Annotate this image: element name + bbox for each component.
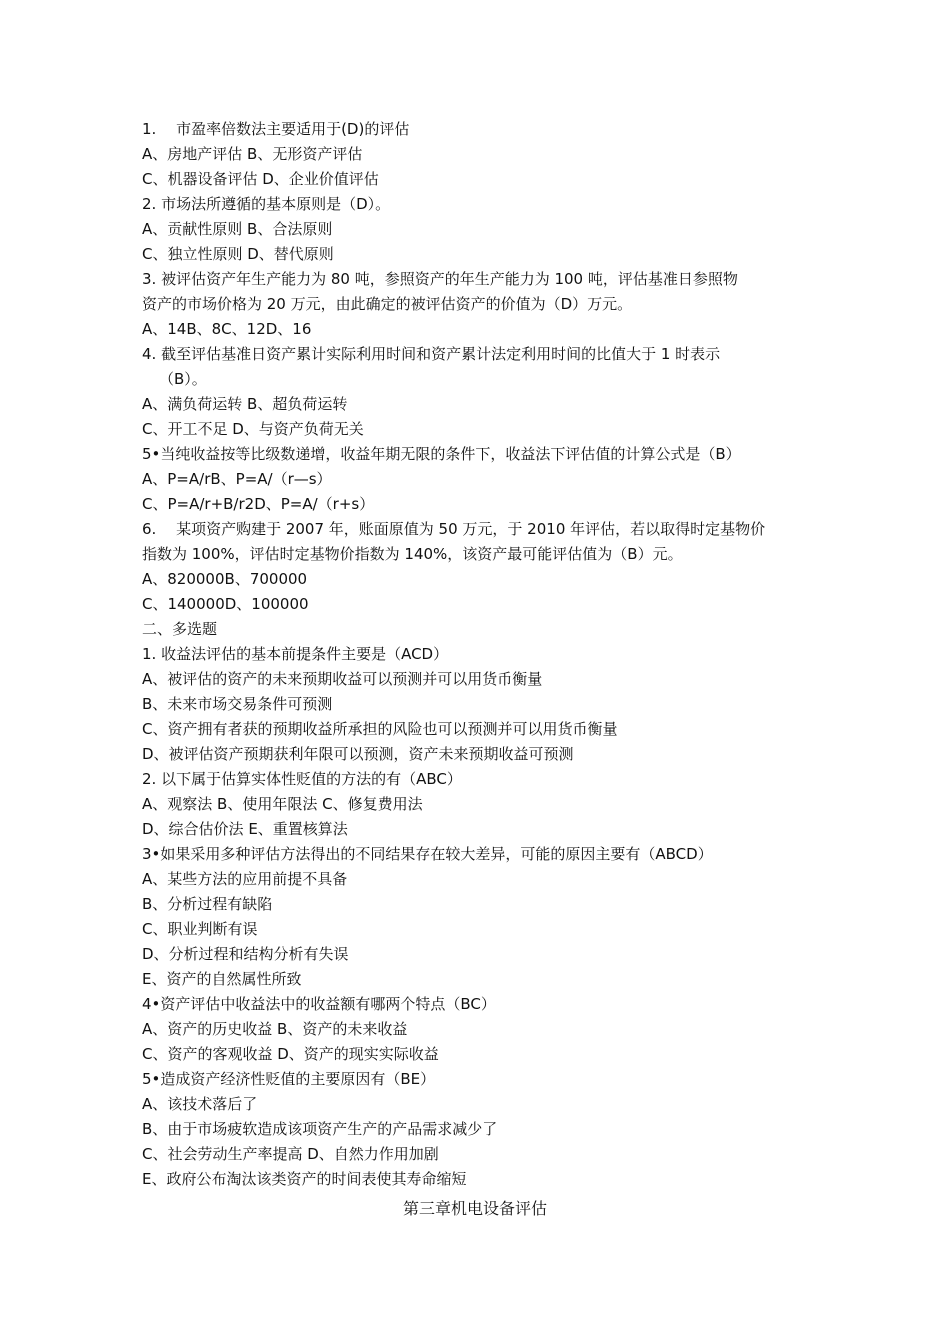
text-line: A、房地产评估 B、无形资产评估 — [142, 145, 363, 163]
text-line: C、独立性原则 D、替代原则 — [142, 245, 334, 263]
text-line: A、该技术落后了 — [142, 1095, 258, 1113]
text-line: A、资产的历史收益 B、资产的未来收益 — [142, 1020, 408, 1038]
text-line: A、观察法 B、使用年限法 C、修复费用法 — [142, 795, 423, 813]
text-line: 2. 市场法所遵循的基本原则是（D）。 — [142, 195, 391, 213]
text-line: 3. 被评估资产年生产能力为 80 吨，参照资产的年生产能力为 100 吨，评估基准日参照物 — [142, 270, 738, 288]
text-line: C、职业判断有误 — [142, 920, 258, 938]
text-line: A、P=A/rB、P=A/（r—s） — [142, 470, 332, 488]
text-line: C、P=A/r+B/r2D、P=A/（r+s） — [142, 495, 375, 513]
document-body — [142, 117, 822, 1192]
text-line: C、资产拥有者获的预期收益所承担的风险也可以预测并可以用货币衡量 — [142, 720, 618, 738]
text-line: 1. 收益法评估的基本前提条件主要是（ACD） — [142, 645, 449, 663]
chapter-heading: 第三章机电设备评估 — [402, 1199, 547, 1218]
text-line: （B）。 — [159, 370, 207, 388]
text-line: A、820000B、700000 — [142, 570, 308, 588]
text-line: 1. 市盈率倍数法主要适用于(D)的评估 — [142, 120, 410, 138]
text-line: 2. 以下属于估算实体性贬值的方法的有（ABC） — [142, 770, 462, 788]
text-line: D、综合估价法 E、重置核算法 — [142, 820, 348, 838]
text-line: C、140000D、100000 — [142, 595, 309, 613]
text-line: A、满负荷运转 B、超负荷运转 — [142, 395, 348, 413]
text-line: A、14B、8C、12D、16 — [142, 320, 312, 338]
text-line: B、未来市场交易条件可预测 — [142, 695, 333, 713]
text-line: C、机器设备评估 D、企业价值评估 — [142, 170, 379, 188]
text-line: D、被评估资产预期获利年限可以预测，资产未来预期收益可预测 — [142, 745, 574, 763]
text-line: 6. 某项资产购建于 2007 年，账面原值为 50 万元，于 2010 年评估，若以取得时定基物价 — [142, 520, 766, 538]
text-line: E、资产的自然属性所致 — [142, 970, 302, 988]
text-line: 3•如果采用多种评估方法得出的不同结果存在较大差异，可能的原因主要有（ABCD） — [142, 845, 713, 863]
text-line: 4. 截至评估基准日资产累计实际利用时间和资产累计法定利用时间的比值大于 1 时表示 — [142, 345, 721, 363]
text-line: 5•造成资产经济性贬值的主要原因有（BE） — [142, 1070, 436, 1088]
text-line: B、由于市场疲软造成该项资产生产的产品需求减少了 — [142, 1120, 498, 1138]
text-line: 指数为 100%，评估时定基物价指数为 140%，该资产最可能评估值为（B）元。 — [142, 545, 683, 563]
text-line: A、贡献性原则 B、合法原则 — [142, 220, 333, 238]
text-line: E、政府公布淘汰该类资产的时间表使其寿命缩短 — [142, 1170, 467, 1188]
text-line: A、某些方法的应用前提不具备 — [142, 870, 348, 888]
text-line: 4•资产评估中收益法中的收益额有哪两个特点（BC） — [142, 995, 496, 1013]
text-line: 二、多选题 — [142, 620, 218, 638]
text-line: 资产的市场价格为 20 万元，由此确定的被评估资产的价值为（D）万元。 — [142, 295, 633, 313]
text-line: A、被评估的资产的未来预期收益可以预测并可以用货币衡量 — [142, 670, 543, 688]
text-line: C、开工不足 D、与资产负荷无关 — [142, 420, 364, 438]
text-line: D、分析过程和结构分析有失误 — [142, 945, 349, 963]
text-line: B、分析过程有缺陷 — [142, 895, 273, 913]
text-line: 5•当纯收益按等比级数递增，收益年期无限的条件下，收益法下评估值的计算公式是（B） — [142, 445, 741, 463]
text-line: C、社会劳动生产率提高 D、自然力作用加剧 — [142, 1145, 439, 1163]
text-line: C、资产的客观收益 D、资产的现实实际收益 — [142, 1045, 439, 1063]
